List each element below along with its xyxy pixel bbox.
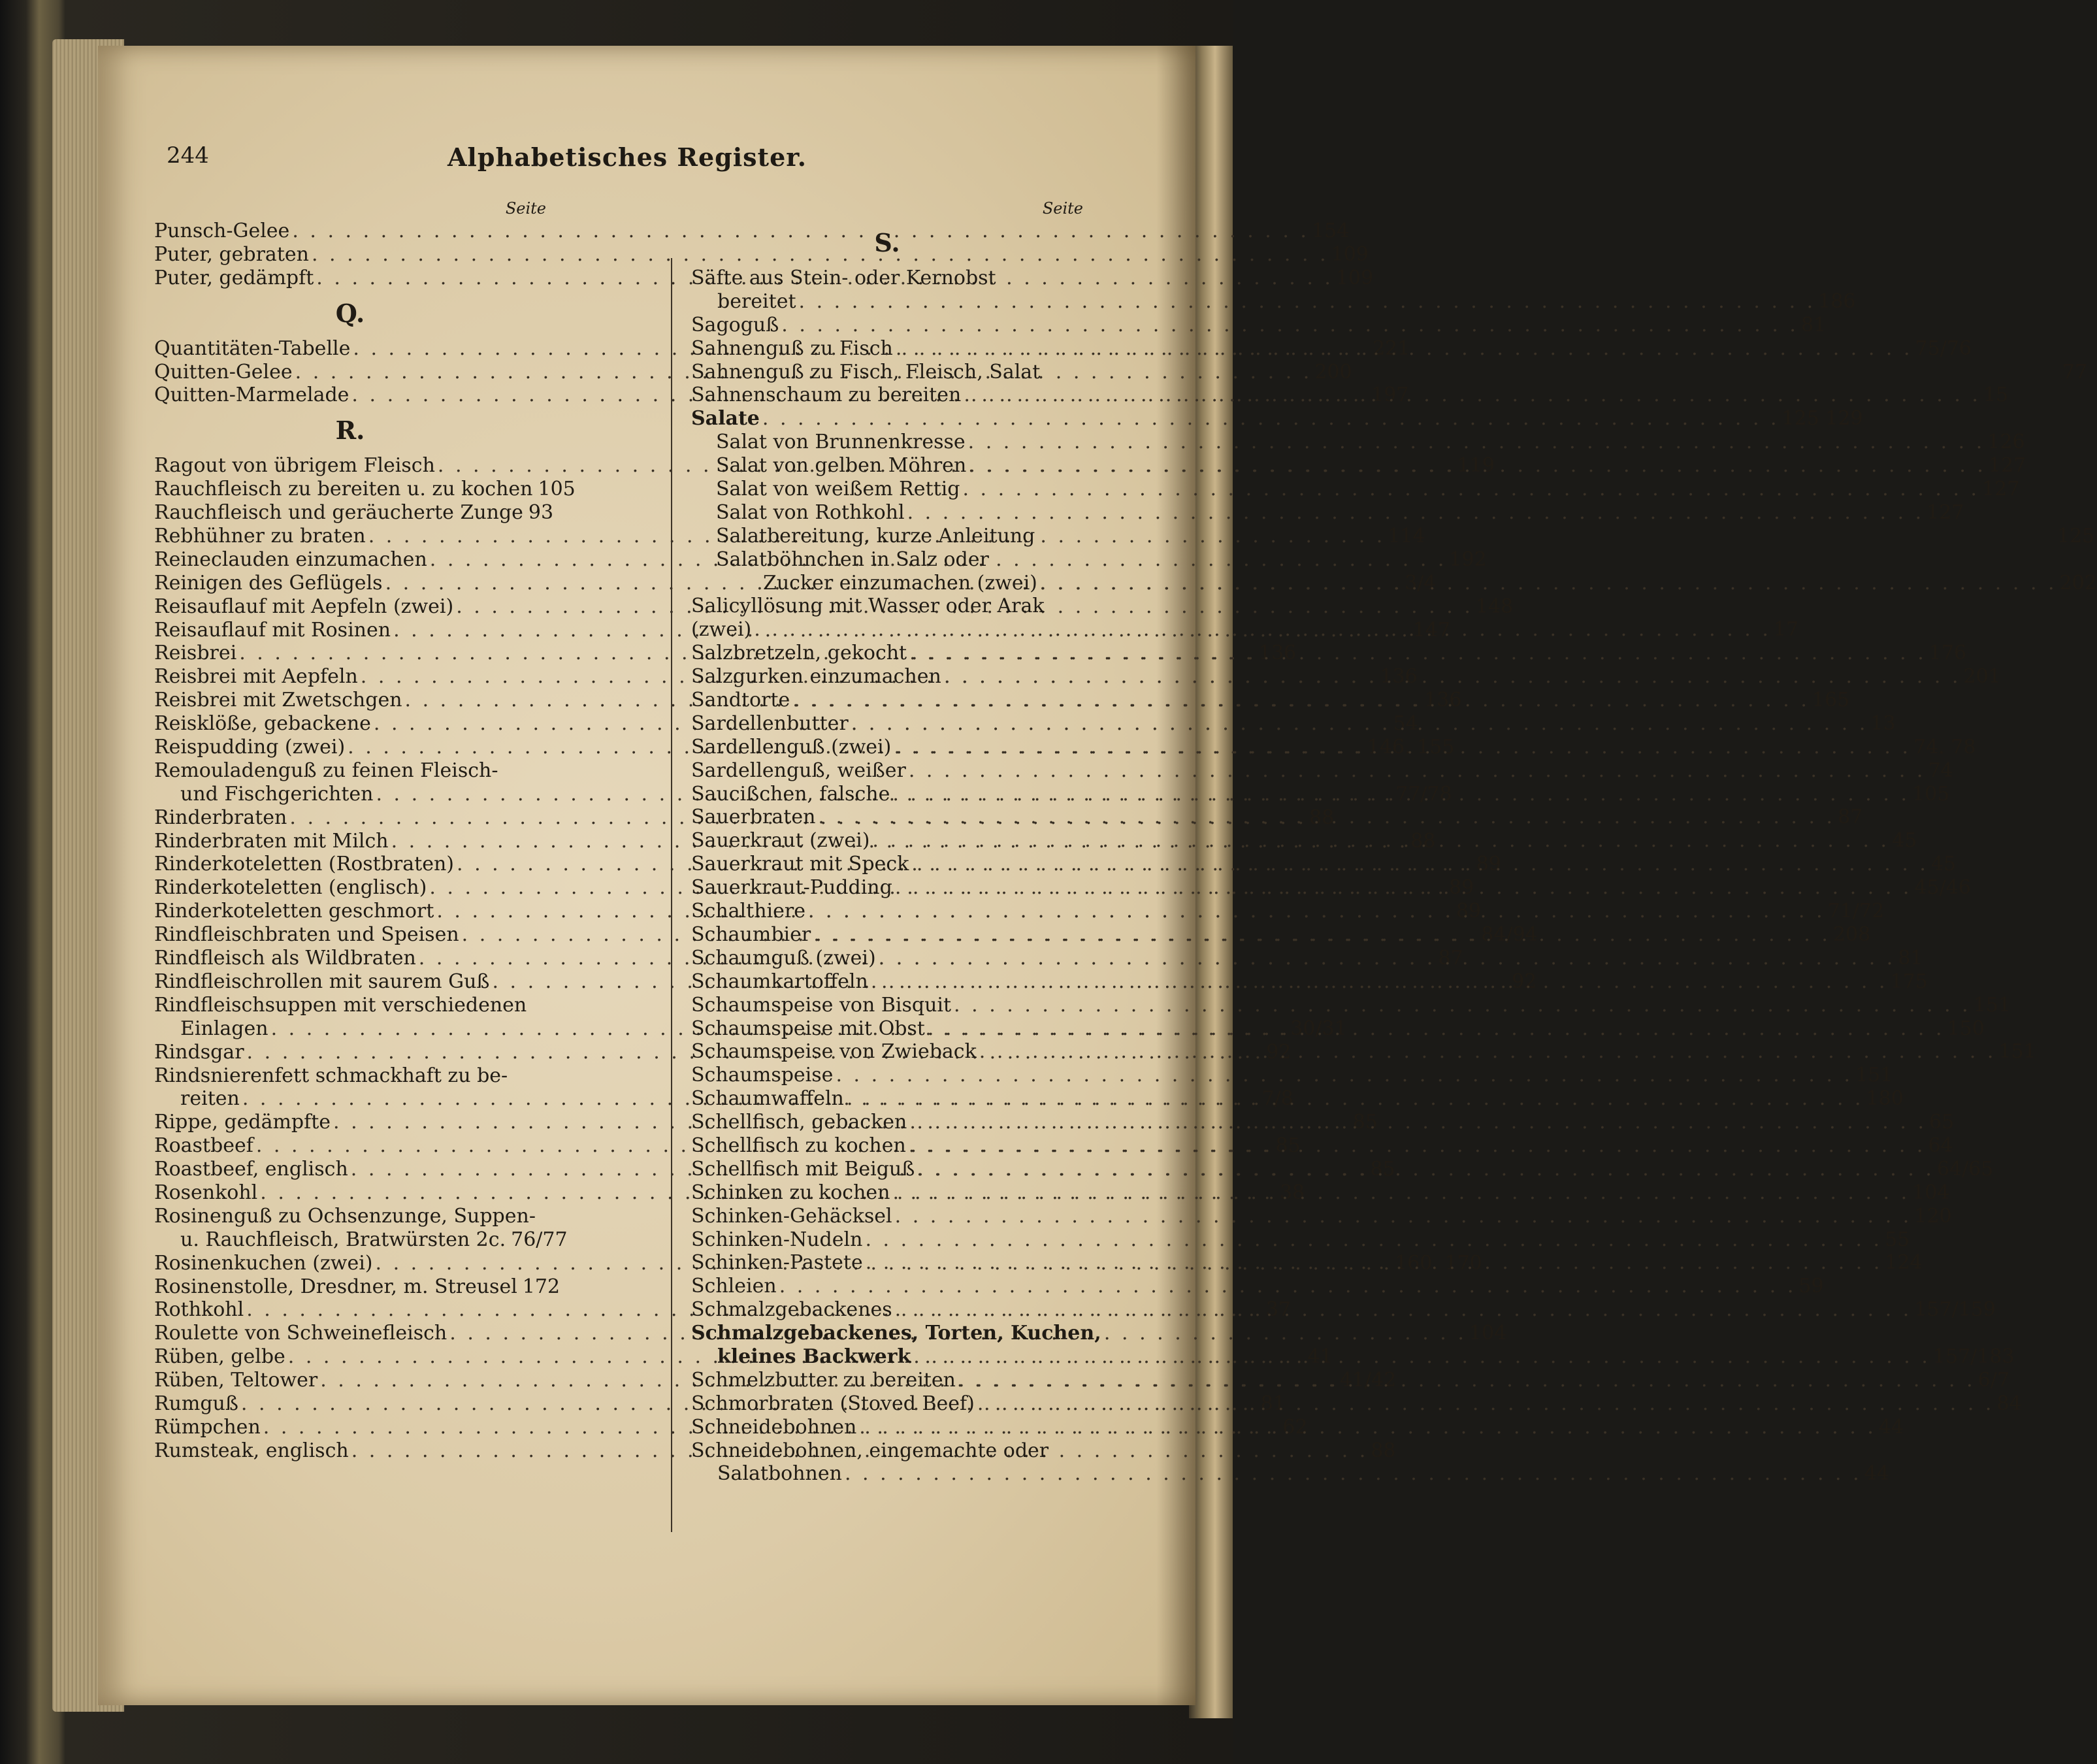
leader-dots (808, 900, 1825, 923)
entry-page-ref: 84/94 (1481, 923, 1538, 947)
leader-dots (847, 1087, 1864, 1111)
entry-page-ref: 55 (1885, 1228, 1910, 1251)
entry-label: Sagoguß (691, 313, 779, 336)
entry-label: Schaumbier (691, 923, 811, 946)
leader-dots (859, 1416, 1876, 1439)
entry-page-ref: 165 (1812, 689, 1850, 712)
leader-dots (892, 783, 1910, 806)
entry-page-ref: 200 (1314, 360, 1352, 384)
entry-label: Sahnenschaum zu bereiten (691, 384, 962, 407)
leader-dots (977, 1392, 1994, 1416)
leader-dots (896, 337, 1913, 361)
entry-label: Remouladenguß zu feinen Fleisch- (154, 759, 498, 782)
entry-label: Schalthiere (691, 900, 805, 923)
entry-label: Salate (691, 407, 760, 431)
leader-dots (754, 618, 1771, 642)
index-entry (154, 478, 576, 501)
entry-label: bereitet (717, 289, 796, 313)
entry-label: Sardellenguß (zwei) (691, 735, 892, 759)
seite-label-right: Seite (1042, 199, 1083, 218)
leader-dots (813, 923, 1830, 947)
leader-dots (818, 806, 1835, 829)
entry-label: Rosinenstolle, Dresdner, m. Streusel (154, 1275, 517, 1298)
entry-label: Salat von gelben Möhren (716, 454, 967, 478)
leader-dots (895, 876, 1912, 900)
entry-label: Rinderkoteletten (englisch) (154, 876, 427, 900)
entry-page-ref: 89 (1448, 876, 1474, 900)
entry-page-ref: 202 (2059, 571, 2097, 595)
entry-page-ref: 75/76 (1915, 336, 1972, 360)
leader-dots (871, 970, 1888, 994)
entry-label: Salat von weißem Rettig (716, 478, 960, 501)
index-entry (154, 759, 546, 783)
section-letter: S. (874, 228, 900, 257)
index-entry (691, 313, 1827, 337)
entry-label: Reisbrei (154, 642, 237, 665)
entry-label: Säfte aus Stein- oder Kernobst (691, 267, 996, 289)
entry-label: Sardellenbutter (691, 711, 849, 735)
entry-label: Schmalzgebackenes, Torten, Kuchen, (691, 1322, 1101, 1345)
leader-dots (781, 314, 1798, 337)
entry-page-ref: 41/42 (1339, 1369, 1397, 1392)
entry-page-ref: 81 (1260, 1392, 1286, 1415)
entry-page-ref: 88 (1410, 829, 1436, 853)
entry-label: Reisbrei mit Zwetschgen (154, 689, 402, 712)
entry-label: Rippe, gedämpfte (154, 1111, 331, 1134)
entry-label: Puter, gedämpft (154, 266, 314, 289)
leader-dots (968, 431, 1985, 454)
entry-label: Schaumkartoffeln (691, 970, 868, 993)
leader-dots (909, 759, 1926, 783)
leader-dots (917, 1158, 1934, 1181)
entry-page-ref: 30/31 (1290, 1017, 1347, 1040)
entry-page-ref: 180 (1866, 1087, 1904, 1111)
index-entry (154, 1064, 546, 1088)
leader-dots (907, 501, 1925, 525)
entry-label: Quitten-Gelee (154, 360, 293, 384)
leader-dots (872, 829, 1889, 853)
entry-label: Schmorbraten (Stoved Beef) (691, 1392, 975, 1415)
entry-label: Reineclauden einzumachen (154, 547, 427, 571)
entry-label: Sauerbraten (691, 806, 816, 829)
entry-label: Salat von Rothkohl (716, 500, 905, 524)
entry-page-ref: 45 (1892, 829, 1917, 853)
leader-dots (865, 1228, 1882, 1252)
entry-label: Reisklöße, gebackene (154, 712, 371, 736)
entry-label: Schinken-Gehäcksel (691, 1204, 892, 1228)
entry-label: Saucißchen, falsche (691, 782, 890, 806)
entry-page-ref: 151 (1998, 1040, 2036, 1064)
entry-label: Schaumspeise (691, 1064, 834, 1087)
entry-label: Rinderkoteletten (Rostbraten) (154, 853, 454, 876)
entry-label: Rumguß (154, 1392, 238, 1415)
leader-dots (895, 1298, 1912, 1322)
entry-page-ref: 59 (1798, 1275, 1824, 1298)
entry-page-ref: 201 (1963, 665, 2001, 689)
index-entry (691, 431, 2025, 454)
entry-page-ref: 89 (1455, 900, 1482, 923)
entry-label: Schellfisch, gebacken (691, 1111, 907, 1134)
entry-label: Schinken-Nudeln (691, 1228, 863, 1251)
entry-label: Schaumwaffeln (691, 1087, 844, 1111)
entry-label: Schaumspeise von Zwieback (691, 1040, 977, 1064)
entry-page-ref: 147 (1412, 618, 1450, 642)
entry-label: Schneidebohnen (691, 1415, 857, 1439)
entry-page-ref: 119 (1457, 454, 1495, 478)
seite-label-left: Seite (505, 199, 546, 218)
leader-dots (964, 384, 1981, 407)
leader-dots (909, 1111, 1926, 1134)
leader-dots (979, 1040, 1996, 1064)
entry-label: Rindfleischrollen mit saurem Guß (154, 970, 490, 993)
entry-page-ref: 127 (1926, 500, 1964, 524)
entry-label: Rindfleischsuppen mit verschiedenen (154, 993, 527, 1017)
entry-page-ref: 125 129 (1781, 407, 1863, 431)
entry-page-ref: 17 (1773, 618, 1799, 642)
leader-dots (779, 1275, 1796, 1298)
index-entry (691, 1439, 1083, 1463)
entry-page-ref: 38 (1279, 1181, 1305, 1204)
page-number: 244 (167, 142, 209, 169)
entry-label: Salatböhnchen in Salz oder (716, 547, 989, 571)
entry-page-ref: 87 (1838, 806, 1863, 829)
entry-page-ref: 109 (1331, 242, 1369, 266)
entry-label: Rosenkohl (154, 1181, 258, 1204)
index-entry (691, 1204, 1952, 1228)
entry-page-ref: 109 (1335, 266, 1374, 289)
entry-page-ref: 120 (1914, 1204, 1952, 1228)
entry-label: Rauchfleisch und geräucherte Zunge (154, 501, 523, 525)
entry-page-ref: 88 (1309, 806, 1335, 829)
entry-page-ref: 6/7 (1977, 1368, 2009, 1392)
section-letter: R. (335, 416, 365, 446)
index-entry (691, 1322, 1101, 1345)
entry-page-ref: 85 (1352, 1111, 1378, 1134)
entry-page-ref: 160. 170 (1395, 1251, 1482, 1275)
leader-dots (836, 1064, 1853, 1087)
leader-dots (762, 407, 1780, 431)
entry-label: Rebhühner zu braten (154, 525, 366, 548)
entry-page-ref: 41 (1307, 1345, 1333, 1369)
leader-dots (928, 1017, 1945, 1041)
entry-label: Schellfisch mit Beiguß (691, 1157, 915, 1181)
leader-dots (962, 478, 1979, 501)
entry-label: Quantitäten-Tabelle (154, 336, 351, 360)
entry-page-ref: 175 (1890, 970, 1928, 993)
entry-label: Salicyllösung mit Wasser oder Arak (691, 595, 1045, 618)
entry-page-ref: 7/8 (1261, 1087, 1293, 1111)
page-header (167, 142, 1088, 175)
entry-label: Salat von Brunnenkresse (716, 431, 966, 454)
entry-label: Reispudding (zwei) (154, 736, 346, 759)
entry-page-ref: 104 (1469, 1322, 1507, 1345)
leader-dots (892, 1181, 1910, 1205)
index-entry (154, 994, 546, 1017)
entry-label: Rindfleischbraten und Speisen (154, 923, 459, 947)
entry-label: Rinderkoteletten geschmort (154, 900, 434, 923)
entry-label: Rinderbraten mit Milch (154, 829, 389, 853)
leader-dots (909, 642, 1926, 665)
entry-label: Rumsteak, englisch (154, 1439, 349, 1462)
entry-label: u. Rauchfleisch, Bratwürsten 2c. (180, 1228, 506, 1251)
entry-label: und Fischgerichten (180, 782, 374, 806)
entry-page-ref: 157/159 (1914, 1298, 1996, 1322)
entry-page-ref: 150 (1947, 1017, 1985, 1040)
index-entry (691, 1275, 1824, 1298)
index-entry (691, 1462, 1889, 1486)
entry-label: Salatbohnen (717, 1462, 842, 1486)
entry-label: Rinderbraten (154, 806, 287, 829)
running-title: Alphabetisches Register. (447, 142, 807, 172)
entry-label: Schmelzbutter zu bereiten (691, 1368, 956, 1392)
entry-label: Schinken-Pastete (691, 1251, 863, 1275)
index-entry (154, 1228, 568, 1252)
entry-page-ref: 146. 155 (1367, 736, 1455, 759)
entry-label: Sauerkraut-Pudding (691, 876, 892, 900)
entry-label: Reisauflauf mit Rosinen (154, 618, 391, 642)
entry-page-ref: 44 (1878, 1415, 1904, 1439)
entry-page-ref: 127 (1982, 478, 2020, 501)
entry-label: Rindsnierenfett schmackhaft zu be- (154, 1064, 508, 1087)
entry-page-ref: 81 (1800, 313, 1827, 336)
entry-page-ref: 151 (1973, 993, 2011, 1017)
index-entry (154, 1275, 561, 1299)
entry-label: Roulette von Schweinefleisch (154, 1322, 447, 1345)
entry-label: Salatbereitung, kurze Anleitung (716, 524, 1035, 547)
entry-page-ref: 157/183 (1932, 1345, 2015, 1368)
leader-dots (958, 1369, 1975, 1392)
index-entry (691, 289, 1856, 314)
entry-page-ref: 127 (1988, 454, 2026, 478)
entry-label: Zucker einzumachen (zwei) (763, 571, 1037, 595)
entry-label: kleines Backwerk (717, 1345, 911, 1368)
entry-page-ref: 15 (1983, 384, 2009, 407)
entry-page-ref: 114 (1388, 525, 1425, 548)
entry-page-ref: 3/4 (1405, 571, 1437, 595)
leader-dots (909, 1134, 1926, 1158)
leader-dots (879, 947, 1896, 970)
entry-label: Rüben, Teltower (154, 1369, 318, 1392)
index-entry (691, 548, 1083, 572)
entry-page-ref: 37 (1265, 1298, 1292, 1322)
entry-page-ref: 92 (1512, 970, 1537, 993)
entry-label: Schaumspeise von Bisquit (691, 993, 952, 1017)
entry-page-ref: 93 (528, 501, 554, 525)
entry-label: Rosinenkuchen (zwei) (154, 1251, 373, 1275)
leader-dots (944, 665, 1961, 689)
entry-page-ref: 64/65 (1936, 1157, 1994, 1181)
entry-label: reiten (180, 1087, 240, 1111)
entry-page-ref: 136 (1380, 665, 1418, 689)
entry-page-ref: 71/72 (1827, 900, 1885, 923)
leader-dots (1040, 572, 2057, 595)
entry-page-ref: 77 (2062, 360, 2088, 384)
index-entry (154, 1205, 546, 1228)
index-entry (691, 759, 1953, 783)
leader-dots (913, 1345, 1930, 1369)
leader-dots (969, 454, 1986, 478)
entry-label: Rothkohl (154, 1298, 244, 1322)
entry-page-ref: 186 (1818, 289, 1856, 313)
leader-dots (954, 994, 1971, 1017)
index-entry (154, 220, 1350, 243)
entry-label: Rindsgar (154, 1040, 244, 1064)
entry-label: Reisbrei mit Aepfeln (154, 665, 358, 689)
entry-label: Salzgurken einzumachen (691, 665, 941, 689)
index-entry (691, 267, 1083, 290)
entry-label: Rümpchen (154, 1415, 261, 1439)
entry-page-ref: 148 (1475, 595, 1514, 618)
entry-page-ref: 74. 78 (1913, 735, 1976, 759)
entry-label: Puter, gebraten (154, 242, 309, 266)
entry-page-ref: 126 (1987, 431, 2025, 454)
index-entry (691, 500, 1964, 525)
entry-label: Reisauflauf mit Aepfeln (zwei) (154, 595, 454, 618)
entry-page-ref: 64 (1928, 1134, 1953, 1157)
leader-dots (845, 1462, 1862, 1486)
entry-label: Salzbretzeln, gekocht (691, 642, 907, 665)
entry-label: Sardellenguß, weißer (691, 759, 906, 782)
entry-page-ref: 136 (1424, 689, 1462, 712)
index-entry (154, 242, 1369, 267)
entry-label: Schneidebohnen, eingemachte oder (691, 1439, 1049, 1462)
entry-page-ref: 44 (1864, 1462, 1889, 1486)
entry-page-ref: 192 (1449, 547, 1487, 571)
entry-label: Rindfleisch als Wildbraten (154, 947, 416, 970)
entry-page-ref: 45/46 (1914, 876, 1971, 900)
entry-label: Sahnenguß zu Fisch, Fleisch, Salat (691, 360, 1041, 384)
entry-page-ref: 104 (1912, 1181, 1950, 1204)
entry-label: Reinigen des Geflügels (154, 571, 383, 595)
entry-page-ref: 136 (1258, 642, 1297, 665)
entry-label: Roastbeef (154, 1134, 253, 1158)
index-entry (691, 993, 2011, 1017)
entry-label: Sandtorte (691, 689, 790, 712)
entry-label: Einlagen (180, 1017, 268, 1040)
entry-page-ref: 77/78 (1395, 782, 1452, 806)
entry-page-ref: 208 (1832, 923, 1871, 946)
column-divider (671, 258, 672, 1532)
entry-page-ref: 89 (1476, 853, 1501, 876)
entry-page-ref: 154 (1311, 220, 1350, 242)
entry-label: Sahnenguß zu Fisch (691, 336, 893, 360)
index-entry (691, 1064, 1893, 1087)
entry-label: Ragout von übrigem Fleisch (154, 454, 435, 478)
entry-page-ref: 197 (1371, 384, 1409, 407)
leader-dots (851, 712, 1868, 736)
leader-dots (894, 736, 1911, 759)
entry-page-ref: 54 (1393, 712, 1418, 736)
entry-label: Schaumspeise mit Obst (691, 1017, 925, 1040)
entry-page-ref: 88 (1371, 1439, 1396, 1462)
entry-label: Rosinenguß zu Ochsenzunge, Suppen- (154, 1204, 536, 1228)
index-entry (691, 1228, 1910, 1252)
entry-page-ref: 62 (1282, 1415, 1308, 1439)
leader-dots (895, 1205, 1912, 1228)
entry-label: Roastbeef, englisch (154, 1158, 348, 1181)
entry-label: Schinken zu kochen (691, 1181, 890, 1204)
entry-label: Schleien (691, 1275, 777, 1298)
entry-page-ref: 13 (1870, 711, 1896, 735)
entry-label: (zwei) (691, 618, 752, 642)
entry-page-ref: 105 (1911, 782, 1950, 806)
entry-page-ref: 85 (1370, 1158, 1395, 1181)
index-entry (154, 501, 554, 525)
leader-dots (792, 689, 1810, 712)
entry-page-ref: 65 (1928, 1111, 1955, 1134)
entry-page-ref: 105 (538, 478, 576, 501)
entry-page-ref: 45 (1930, 853, 1957, 876)
index-entry (691, 595, 1083, 618)
entry-page-ref: 176 (1928, 642, 1967, 665)
entry-page-ref: 221 (1373, 336, 1410, 360)
entry-page-ref: 74 (1928, 759, 1953, 782)
leader-dots (866, 1251, 1883, 1275)
entry-page-ref: 172 (522, 1275, 561, 1298)
section-letter: Q. (335, 298, 365, 328)
index-entry (691, 407, 1863, 431)
entry-label: Schmalzgebackenes (691, 1298, 892, 1322)
entry-page-ref: 87 (1438, 947, 1463, 970)
entry-label: Rauchfleisch zu bereiten u. zu kochen (154, 478, 533, 501)
entry-label: Punsch-Gelee (154, 220, 290, 242)
entry-label: Sauerkraut mit Speck (691, 853, 909, 876)
index-entry (691, 478, 2020, 501)
entry-page-ref: 151 (1855, 1064, 1893, 1087)
entry-label: Schellfisch zu kochen (691, 1134, 906, 1157)
entry-label: Sauerkraut (zwei) (691, 829, 870, 853)
entry-page-ref: 85 (1275, 1134, 1301, 1158)
entry-page-ref: 92 (1266, 1040, 1292, 1064)
entry-page-ref: 81 (1898, 946, 1923, 970)
leader-dots (911, 853, 1928, 876)
entry-page-ref: 84 (1996, 1392, 2022, 1415)
entry-page-ref: 124 (1885, 1251, 1923, 1275)
entry-label: Schaumguß (zwei) (691, 946, 876, 970)
entry-page-ref: 125 (2057, 524, 2095, 547)
leader-dots (799, 290, 1816, 314)
entry-label: Quitten-Marmelade (154, 384, 350, 407)
entry-label: Rüben, gelbe (154, 1345, 285, 1369)
entry-page-ref: 76/77 (511, 1228, 568, 1251)
